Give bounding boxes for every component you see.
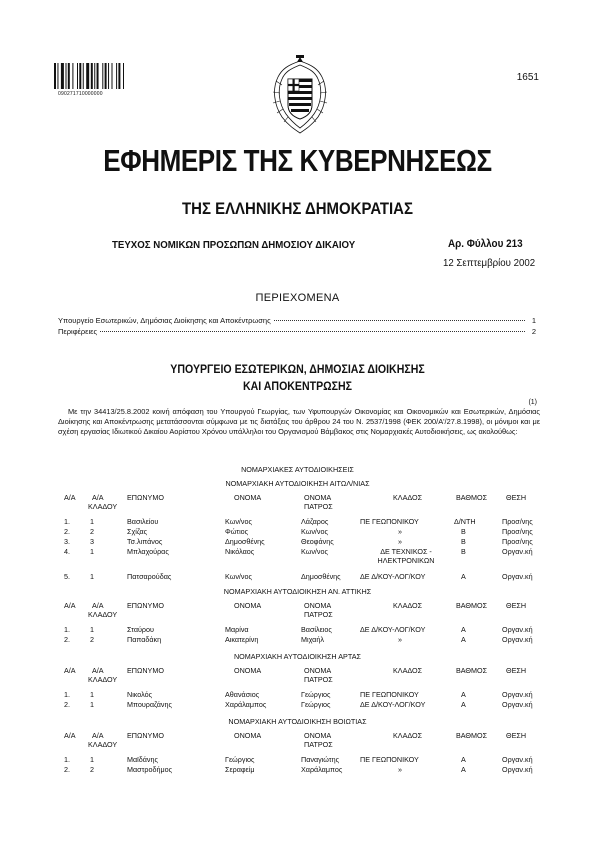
cell-branch: » <box>398 635 402 644</box>
col-father-line1: ΟΝΟΜΑ <box>304 601 332 610</box>
cell-grade: Α <box>461 625 466 634</box>
barcode <box>54 63 146 89</box>
table-header <box>0 493 595 513</box>
col-father-line1: ΟΝΟΜΑ <box>304 493 332 502</box>
section-title: ΝΟΜΑΡΧΙΑΚΗ ΑΥΤΟΔΙΟΙΚΗΣΗ ΑΡΤΑΣ <box>233 652 362 661</box>
col-branch: ΚΛΑΔΟΣ <box>393 731 423 740</box>
col-father-line2: ΠΑΤΡΟΣ <box>304 502 333 511</box>
cell-ak: 3 <box>90 537 94 546</box>
cell-surname: Μπουραζάνης <box>127 700 172 709</box>
cell-ak: 2 <box>90 765 94 774</box>
table-row <box>0 755 595 764</box>
cell-name: Νικόλαος <box>225 547 255 556</box>
toc-item-label: Περιφέρειες <box>58 327 98 336</box>
cell-branch-line2: ΗΛΕΚΤΡΟΝΙΚΩΝ <box>377 556 435 565</box>
cell-ak: 1 <box>90 690 94 699</box>
toc-heading: ΠΕΡΙΕΧΟΜΕΝΑ <box>255 292 340 304</box>
col-aa-klados-line2: ΚΛΑΔΟΥ <box>88 675 118 684</box>
cell-father: Χαράλαμπος <box>301 765 343 774</box>
cell-grade: Β <box>461 547 466 556</box>
col-father <box>304 493 333 511</box>
decision-text: Με την 34413/25.8.2002 κοινή απόφαση του Υπουργού Γεωργίας, των Υφυπουργών Οικονομίας και Οικονομικών και Εσωτερικών, Δημόσιας Διοίκησης και Αποκέντρωσης μετατάσσονται σύμφωνα με τις διατάξεις του άρθρου 24 του Ν. 2537/1998 (ΦΕΚ 200/Α'/27.8.1998), οι μόνιμοι και με σχέση εργασίας Ιδιωτικού Δικαίου Αορίστου Χρόνου υπάλληλοι του Οργανισμού Βάμβακος στις Νομαρχιακές Αυτοδιοικήσεις, ως ακολούθως: <box>58 407 540 436</box>
cell-ak: 2 <box>90 635 94 644</box>
cell-ak: 1 <box>90 547 94 556</box>
cell-aa: 4. <box>64 547 70 556</box>
gazette-title: ΕΦΗΜΕΡΙΣ ΤΗΣ ΚΥΒΕΡΝΗΣΕΩΣ <box>103 143 492 178</box>
cell-surname: Μπλαχούρας <box>127 547 169 556</box>
cell-branch: » <box>398 765 402 774</box>
col-name: ΟΝΟΜΑ <box>234 666 262 675</box>
cell-father: Γεώργιος <box>301 690 331 699</box>
cell-aa: 1. <box>64 690 70 699</box>
col-father <box>304 601 333 619</box>
col-aa: Α/Α <box>64 601 76 610</box>
col-father <box>304 731 333 749</box>
cell-surname: Βασιλείου <box>127 517 159 526</box>
cell-aa: 1. <box>64 625 70 634</box>
col-aa-klados <box>88 731 117 749</box>
cell-branch: ΔΕ Δ/ΚΟΥ-ΛΟΓ/ΚΟΥ <box>360 625 426 634</box>
cell-ak: 1 <box>90 700 94 709</box>
cell-surname: Μαϊδάνης <box>127 755 158 764</box>
cell-father: Κων/νος <box>301 527 328 536</box>
cell-grade: Α <box>461 700 466 709</box>
table-row <box>0 635 595 644</box>
cell-father: Γεώργιος <box>301 700 331 709</box>
cell-surname: Μαστροδήμος <box>127 765 173 774</box>
table-row <box>0 625 595 634</box>
col-aa-klados <box>88 666 117 684</box>
cell-surname: Σχίζας <box>127 527 148 536</box>
col-position: ΘΕΣΗ <box>506 493 527 502</box>
col-aa-klados-line1: Α/Α <box>92 731 104 740</box>
cell-name: Αθανάσιος <box>225 690 260 699</box>
col-name: ΟΝΟΜΑ <box>234 731 262 740</box>
cell-surname: Τσ.λιπάνος <box>127 537 163 546</box>
col-father-line1: ΟΝΟΜΑ <box>304 731 332 740</box>
cell-branch: ΠΕ ΓΕΩΠΟΝΙΚΟΥ <box>360 755 419 764</box>
col-father-line2: ΠΑΤΡΟΣ <box>304 675 333 684</box>
toc-leader <box>274 320 525 321</box>
cell-aa: 5. <box>64 572 70 581</box>
cell-aa: 1. <box>64 517 70 526</box>
cell-grade: Α <box>461 765 466 774</box>
table-row <box>0 537 595 546</box>
table-row <box>0 690 595 699</box>
section-title: ΝΟΜΑΡΧΙΑΚΗ ΑΥΤΟΔΙΟΙΚΗΣΗ ΑΝ. ΑΤΤΙΚΗΣ <box>223 587 372 596</box>
cell-position: Οργαν.κή <box>502 572 533 581</box>
cell-surname: Νικολός <box>127 690 153 699</box>
cell-surname: Παπαδάκη <box>127 635 162 644</box>
col-name: ΟΝΟΜΑ <box>234 601 262 610</box>
cell-father: Θεοφάνης <box>301 537 334 546</box>
cell-position: Οργαν.κή <box>502 755 533 764</box>
cell-position: Προσ/νης <box>502 517 533 526</box>
cell-ak: 1 <box>90 755 94 764</box>
cell-father: Κων/νος <box>301 547 328 556</box>
cell-name: Δημοσθένης <box>225 537 265 546</box>
col-position: ΘΕΣΗ <box>506 731 527 740</box>
cell-branch <box>370 547 442 565</box>
col-surname: ΕΠΩΝΥΜΟ <box>127 493 164 502</box>
ministry-title-line: ΚΑΙ ΑΠΟΚΕΝΤΡΩΣΗΣ <box>243 381 352 393</box>
cell-aa: 3. <box>64 537 70 546</box>
cell-father: Παναγιώτης <box>301 755 340 764</box>
ministry-title-line: ΥΠΟΥΡΓΕΙΟ ΕΣΩΤΕΡΙΚΩΝ, ΔΗΜΟΣΙΑΣ ΔΙΟΙΚΗΣΗΣ <box>170 364 425 376</box>
table-row <box>0 517 595 526</box>
col-father-line1: ΟΝΟΜΑ <box>304 666 332 675</box>
cell-name: Σεραφείμ <box>225 765 255 774</box>
col-aa: Α/Α <box>64 731 76 740</box>
table-header <box>0 666 595 686</box>
issue-date: 12 Σεπτεμβρίου 2002 <box>442 257 535 269</box>
cell-position: Οργαν.κή <box>502 625 533 634</box>
cell-surname: Πατσαρούδας <box>127 572 172 581</box>
col-father-line2: ΠΑΤΡΟΣ <box>304 740 333 749</box>
cell-grade: Δ/ΝΤΗ <box>454 517 476 526</box>
cell-branch: ΔΕ Δ/ΚΟΥ-ΛΟΓ/ΚΟΥ <box>360 572 426 581</box>
cell-position: Οργαν.κή <box>502 635 533 644</box>
cell-position: Οργαν.κή <box>502 690 533 699</box>
toc-item <box>58 327 536 336</box>
cell-grade: Β <box>461 527 466 536</box>
cell-branch: ΠΕ ΓΕΩΠΟΝΙΚΟΥ <box>360 517 419 526</box>
col-position: ΘΕΣΗ <box>506 601 527 610</box>
cell-name: Μαρίνα <box>225 625 249 634</box>
table-row <box>0 700 595 709</box>
cell-branch: ΠΕ ΓΕΩΠΟΝΙΚΟΥ <box>360 690 419 699</box>
col-aa-klados-line2: ΚΛΑΔΟΥ <box>88 740 118 749</box>
cell-father: Λάζαρος <box>301 517 329 526</box>
table-row <box>0 572 595 581</box>
section-title: ΝΟΜΑΡΧΙΑΚΗ ΑΥΤΟΔΙΟΙΚΗΣΗ ΒΟΙΩΤΙΑΣ <box>228 717 367 726</box>
col-aa-klados-line1: Α/Α <box>92 493 104 502</box>
cell-name: Κων/νος <box>225 572 252 581</box>
cell-father: Βασίλειος <box>301 625 332 634</box>
section-title: ΝΟΜΑΡΧΙΑΚΗ ΑΥΤΟΔΙΟΙΚΗΣΗ ΑΙΤΩΛ/ΝΙΑΣ <box>225 479 370 488</box>
table-header <box>0 731 595 751</box>
footnote-mark: (1) <box>528 399 537 406</box>
cell-ak: 2 <box>90 527 94 536</box>
col-aa-klados-line2: ΚΛΑΔΟΥ <box>88 502 118 511</box>
cell-position: Οργαν.κή <box>502 765 533 774</box>
cell-name: Κων/νος <box>225 517 252 526</box>
toc-leader <box>100 331 525 332</box>
col-father-line2: ΠΑΤΡΟΣ <box>304 610 333 619</box>
ministry-title <box>24 362 571 396</box>
sheet-number: Αρ. Φύλλου 213 <box>448 238 523 250</box>
page-number: 1651 <box>516 72 539 83</box>
col-surname: ΕΠΩΝΥΜΟ <box>127 731 164 740</box>
cell-grade: Α <box>461 755 466 764</box>
cell-aa: 2. <box>64 527 70 536</box>
gazette-subtitle: ΤΗΣ ΕΛΛΗΝΙΚΗΣ ΔΗΜΟΚΡΑΤΙΑΣ <box>182 199 413 218</box>
col-aa-klados <box>88 493 117 511</box>
cell-branch: ΔΕ Δ/ΚΟΥ-ΛΟΓ/ΚΟΥ <box>360 700 426 709</box>
cell-grade: Β <box>461 537 466 546</box>
table-row <box>0 527 595 536</box>
group-title: ΝΟΜΑΡΧΙΑΚΕΣ ΑΥΤΟΔΙΟΙΚΗΣΕΙΣ <box>241 465 354 474</box>
col-aa-klados <box>88 601 117 619</box>
col-branch: ΚΛΑΔΟΣ <box>393 666 423 675</box>
col-surname: ΕΠΩΝΥΜΟ <box>127 666 164 675</box>
cell-grade: Α <box>461 572 466 581</box>
table-header <box>0 601 595 621</box>
cell-ak: 1 <box>90 625 94 634</box>
col-aa-klados-line2: ΚΛΑΔΟΥ <box>88 610 118 619</box>
cell-grade: Α <box>461 690 466 699</box>
cell-ak: 1 <box>90 517 94 526</box>
cell-aa: 2. <box>64 635 70 644</box>
col-aa: Α/Α <box>64 666 76 675</box>
col-aa-klados-line1: Α/Α <box>92 601 104 610</box>
barcode-number: 090271710000000 <box>58 91 103 97</box>
cell-branch: » <box>398 537 402 546</box>
toc-item-label: Υπουργείο Εσωτερικών, Δημόσιας Διοίκησης και Αποκέντρωσης <box>58 316 271 325</box>
col-position: ΘΕΣΗ <box>506 666 527 675</box>
col-aa: Α/Α <box>64 493 76 502</box>
col-surname: ΕΠΩΝΥΜΟ <box>127 601 164 610</box>
cell-name: Αικατερίνη <box>225 635 259 644</box>
col-name: ΟΝΟΜΑ <box>234 493 262 502</box>
col-grade: ΒΑΘΜΟΣ <box>456 601 488 610</box>
decision-paragraph <box>58 407 540 437</box>
cell-father: Δημοσθένης <box>301 572 341 581</box>
cell-ak: 1 <box>90 572 94 581</box>
col-grade: ΒΑΘΜΟΣ <box>456 731 488 740</box>
col-aa-klados-line1: Α/Α <box>92 666 104 675</box>
col-branch: ΚΛΑΔΟΣ <box>393 493 423 502</box>
cell-branch-line1: ΔΕ ΤΕΧΝΙΚΟΣ - <box>380 547 432 556</box>
series-label: ΤΕΥΧΟΣ ΝΟΜΙΚΩΝ ΠΡΟΣΩΠΩΝ ΔΗΜΟΣΙΟΥ ΔΙΚΑΙΟΥ <box>112 239 356 251</box>
cell-position: Προσ/νης <box>502 537 533 546</box>
cell-position: Οργαν.κή <box>502 547 533 556</box>
cell-aa: 1. <box>64 755 70 764</box>
cell-position: Προσ/νης <box>502 527 533 536</box>
toc-item <box>58 316 536 325</box>
greek-coat-of-arms-icon <box>258 55 342 139</box>
cell-name: Γεώργιος <box>225 755 255 764</box>
toc-item-page: 1 <box>531 316 536 325</box>
col-branch: ΚΛΑΔΟΣ <box>393 601 423 610</box>
col-grade: ΒΑΘΜΟΣ <box>456 666 488 675</box>
toc-item-page: 2 <box>531 327 536 336</box>
cell-aa: 2. <box>64 700 70 709</box>
col-grade: ΒΑΘΜΟΣ <box>456 493 488 502</box>
table-row <box>0 765 595 774</box>
cell-branch: » <box>398 527 402 536</box>
cell-name: Φώτιος <box>225 527 249 536</box>
cell-grade: Α <box>461 635 466 644</box>
cell-father: Μιχαήλ <box>301 635 324 644</box>
cell-name: Χαράλαμπος <box>225 700 267 709</box>
cell-surname: Σταύρου <box>127 625 154 634</box>
table-row <box>0 547 595 567</box>
cell-position: Οργαν.κή <box>502 700 533 709</box>
col-father <box>304 666 333 684</box>
cell-aa: 2. <box>64 765 70 774</box>
